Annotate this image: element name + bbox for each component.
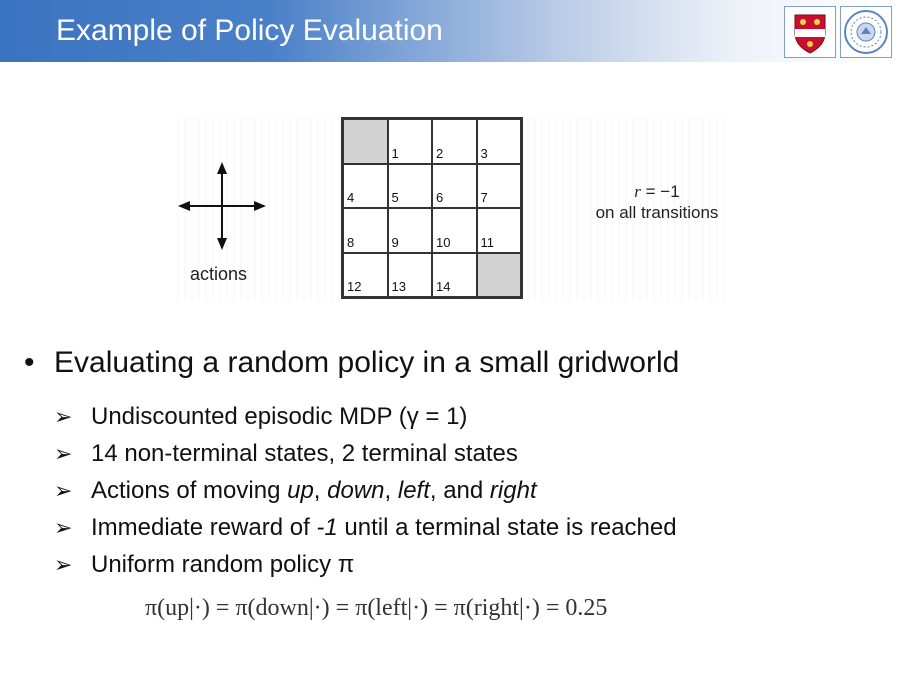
- grid-cell: 1: [388, 119, 433, 164]
- sub-bullet: ➢ Undiscounted episodic MDP (γ = 1): [54, 398, 677, 435]
- reward-formula: r = −1: [634, 182, 680, 201]
- grid-cell: 14: [432, 253, 477, 298]
- slide-title: Example of Policy Evaluation: [56, 14, 443, 47]
- sub-bullet-list: [54, 398, 677, 583]
- grid-cell: 9: [388, 208, 433, 253]
- grid-cell: 10: [432, 208, 477, 253]
- grid-cell: 12: [343, 253, 388, 298]
- actions-label: actions: [190, 264, 248, 284]
- university-crest-icon: [784, 6, 836, 58]
- bullet-dot-icon: •: [24, 346, 35, 379]
- title-bar: [0, 0, 899, 62]
- grid-cell-terminal: [477, 253, 522, 298]
- grid-cell: 4: [343, 164, 388, 209]
- grid-cell: 2: [432, 119, 477, 164]
- grid-cell: 13: [388, 253, 433, 298]
- main-bullet-text: Evaluating a random policy in a small gridworld: [54, 346, 680, 379]
- sub-bullet: ➢ Uniform random policy π: [54, 546, 677, 583]
- main-bullet: [24, 346, 679, 380]
- reward-description: on all transitions: [595, 203, 719, 222]
- grid-cell: 8: [343, 208, 388, 253]
- sub-bullet: ➢ Immediate reward of -1 until a terminal state is reached: [54, 509, 677, 546]
- grid-cell-terminal: [343, 119, 388, 164]
- arrow-bullet-icon: ➢: [54, 515, 73, 540]
- arrow-bullet-icon: ➢: [54, 441, 73, 466]
- grid-cell: 11: [477, 208, 522, 253]
- grid-cell: 5: [388, 164, 433, 209]
- gridworld-grid: [341, 117, 523, 299]
- four-direction-arrows-icon: [176, 160, 268, 257]
- policy-formula: π(up|·) = π(down|·) = π(left|·) = π(right|·) = 0.25: [145, 595, 608, 621]
- grid-cell: 3: [477, 119, 522, 164]
- arrow-bullet-icon: ➢: [54, 552, 73, 577]
- grid-cell: 6: [432, 164, 477, 209]
- institute-seal-icon: [840, 6, 892, 58]
- reward-note: [574, 182, 740, 224]
- arrow-bullet-icon: ➢: [54, 478, 73, 503]
- arrow-bullet-icon: ➢: [54, 404, 73, 429]
- sub-bullet: ➢ Actions of moving up, down, left, and right: [54, 472, 677, 509]
- sub-bullet: ➢ 14 non-terminal states, 2 terminal states: [54, 435, 677, 472]
- grid-cell: 7: [477, 164, 522, 209]
